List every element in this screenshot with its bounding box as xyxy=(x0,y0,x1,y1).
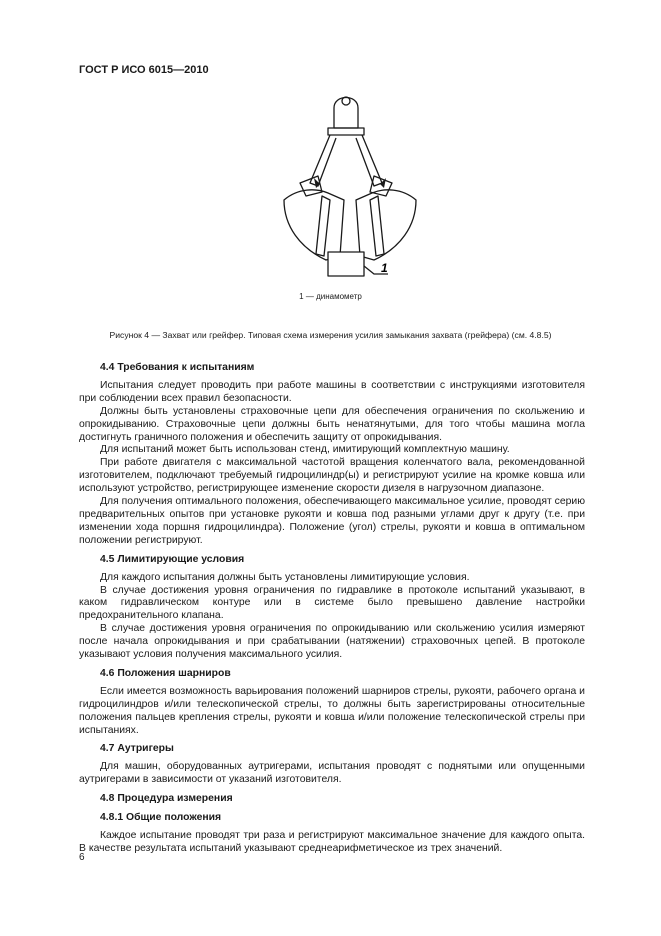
paragraph: В случае достижения уровня ограничения по гидравлике в протоколе испытаний указывают, в каком гидравлическом контуре или в системе было превышено давление настройки предохранительного клапана. xyxy=(79,584,585,622)
left-jaw-arm xyxy=(316,196,330,256)
paragraph: Для получения оптимального положения, обеспечивающего максимальное усилие, проводят серию предварительных опытов при установке рукояти и ковша под разными углами друг к другу (т.е. при изменении хода поршня гидроцилиндра). Положение (угол) стрелы, рукояти и ковша в оптимальном положении регистрируют. xyxy=(79,496,585,546)
section-heading: 4.8.1 Общие положения xyxy=(100,812,222,824)
right-link xyxy=(356,135,382,186)
left-jaw xyxy=(284,190,344,260)
grab-diagram xyxy=(270,88,430,288)
section-heading: 4.5 Лимитирующие условия xyxy=(100,553,245,565)
left-link xyxy=(310,135,336,186)
paragraph: Должны быть установлены страховочные цепи для обеспечения ограничения по скольжению и опрокидыванию. Страховочные цепи должны быть ненатянутыми, для того чтобы машина могла достигнуть граничного положения и обеспечить защиту от опрокидывания. xyxy=(79,405,585,443)
hinge-pins xyxy=(314,178,386,188)
right-jaw-arm xyxy=(370,196,384,256)
hook-hole xyxy=(342,97,350,105)
hook-eye xyxy=(334,98,358,129)
section-heading: 4.4 Требования к испытаниям xyxy=(100,362,255,373)
dynamometer-box xyxy=(328,252,364,276)
section-heading: 4.7 Аутригеры xyxy=(100,743,174,755)
section-heading: 4.8 Процедура измерения xyxy=(100,793,233,805)
document-header: ГОСТ Р ИСО 6015—2010 xyxy=(79,64,209,76)
paragraph: Для каждого испытания должны быть установлены лимитирующие условия. xyxy=(100,571,470,583)
figure-caption: Рисунок 4 — Захват или грейфер. Типовая схема измерения усилия замыкания захвата (грейфера) (см. 4.8.5) xyxy=(109,330,552,340)
paragraph: Испытания следует проводить при работе машины в соответствии с инструкциями изготовителя при соблюдении всех правил безопасности. xyxy=(79,379,585,404)
callout-number: 1 xyxy=(381,261,388,275)
paragraph: Каждое испытание проводят три раза и регистрируют максимальное значение для каждого опыта. В качестве результата испытаний указывают среднеарифметическое из трех значений. xyxy=(79,830,585,854)
paragraph: Для машин, оборудованных аутригерами, испытания проводят с поднятыми или опущенными аутригерами в зависимости от указаний изготовителя. xyxy=(79,761,585,786)
paragraph: Для испытаний может быть использован стенд, имитирующий комплектную машину. xyxy=(100,444,510,456)
paragraph: Если имеется возможность варьирования положений шарниров стрелы, рукояти, рабочего органа и гидроцилиндров и/или телескопической стрелы, то должны быть зарегистрированы относительные положения пальцев крепления стрелы, рукояти и ковша и/или положение телескопической стрелы при испытаниях. xyxy=(79,685,585,736)
page-number: 6 xyxy=(79,852,85,863)
right-jaw xyxy=(356,190,416,260)
document-body xyxy=(79,362,585,856)
section-heading: 4.6 Положения шарниров xyxy=(100,667,231,679)
figure-legend: 1 — динамометр xyxy=(299,292,362,301)
head-block xyxy=(328,128,364,135)
paragraph: При работе двигателя с максимальной частотой вращения коленчатого вала, рекомендованной изготовителем, подключают требуемый гидроцилиндр(ы) и регистрируют усилие на кромке ковша или используют устройство, регистрирующее изменение скорости дизеля в нагрузочном диапазоне. xyxy=(79,457,585,495)
paragraph: В случае достижения уровня ограничения по опрокидыванию или скольжению усилия измеряют после начала опрокидывания и при срабатывании (натяжении) страховочных цепей. В протоколе указывают условия получения максимального усилия. xyxy=(79,623,585,661)
left-hinge xyxy=(300,176,322,196)
